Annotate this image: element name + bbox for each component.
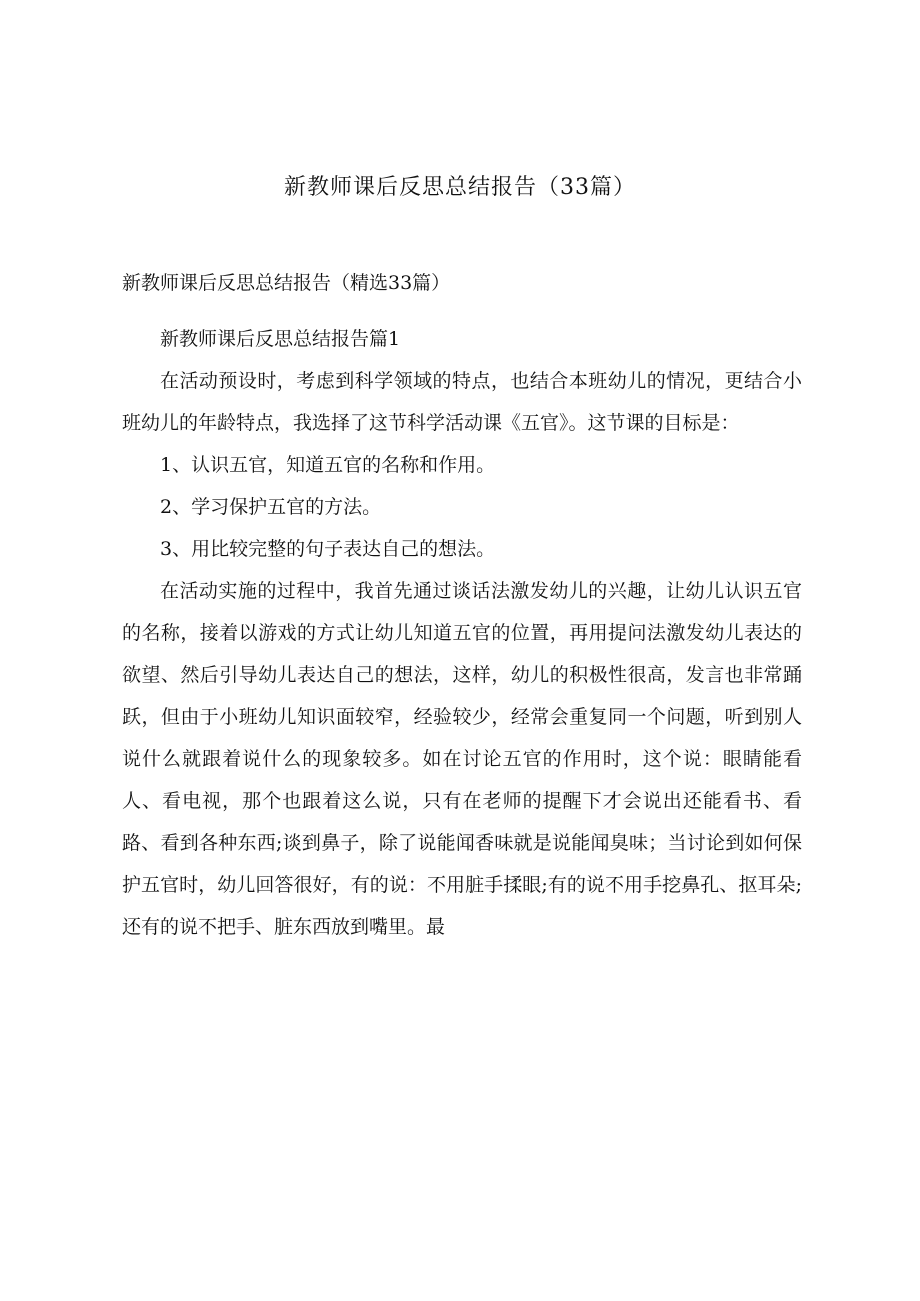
document-body: [122, 318, 802, 948]
goal-item: 1、认识五官，知道五官的名称和作用。: [160, 454, 496, 476]
document-title: 新教师课后反思总结报告（33篇）: [284, 175, 636, 200]
document-subtitle: 新教师课后反思总结报告（精选33篇）: [122, 272, 451, 294]
goal-item: 3、用比较完整的句子表达自己的想法。: [160, 538, 496, 560]
paragraph: 在活动实施的过程中，我首先通过谈话法激发幼儿的兴趣，让幼儿认识五官的名称，接着以游戏的方式让幼儿知道五官的位置，再用提问法激发幼儿表达的欲望、然后引导幼儿表达自己的想法，这样，幼儿的积极性很高，发言也非常踊跃，但由于小班幼儿知识面较窄，经验较少，经常会重复同一个问题，听到别人说什么就跟着说什么的现象较多。如在讨论五官的作用时，这个说：眼睛能看人、看电视，那个也跟着这么说，只有在老师的提醒下才会说出还能看书、看路、看到各种东西;谈到鼻子，除了说能闻香味就是说能闻臭味；当讨论到如何保护五官时，幼儿回答很好，有的说：不用脏手揉眼;有的说不用手挖鼻孔、抠耳朵;还有的说不把手、脏东西放到嘴里。最: [122, 580, 802, 938]
paragraph: 在活动预设时，考虑到科学领域的特点，也结合本班幼儿的情况，更结合小班幼儿的年龄特点，我选择了这节科学活动课《五官》。这节课的目标是：: [122, 370, 802, 434]
section-heading: 新教师课后反思总结报告篇1: [160, 328, 401, 350]
goal-item: 2、学习保护五官的方法。: [160, 496, 382, 518]
